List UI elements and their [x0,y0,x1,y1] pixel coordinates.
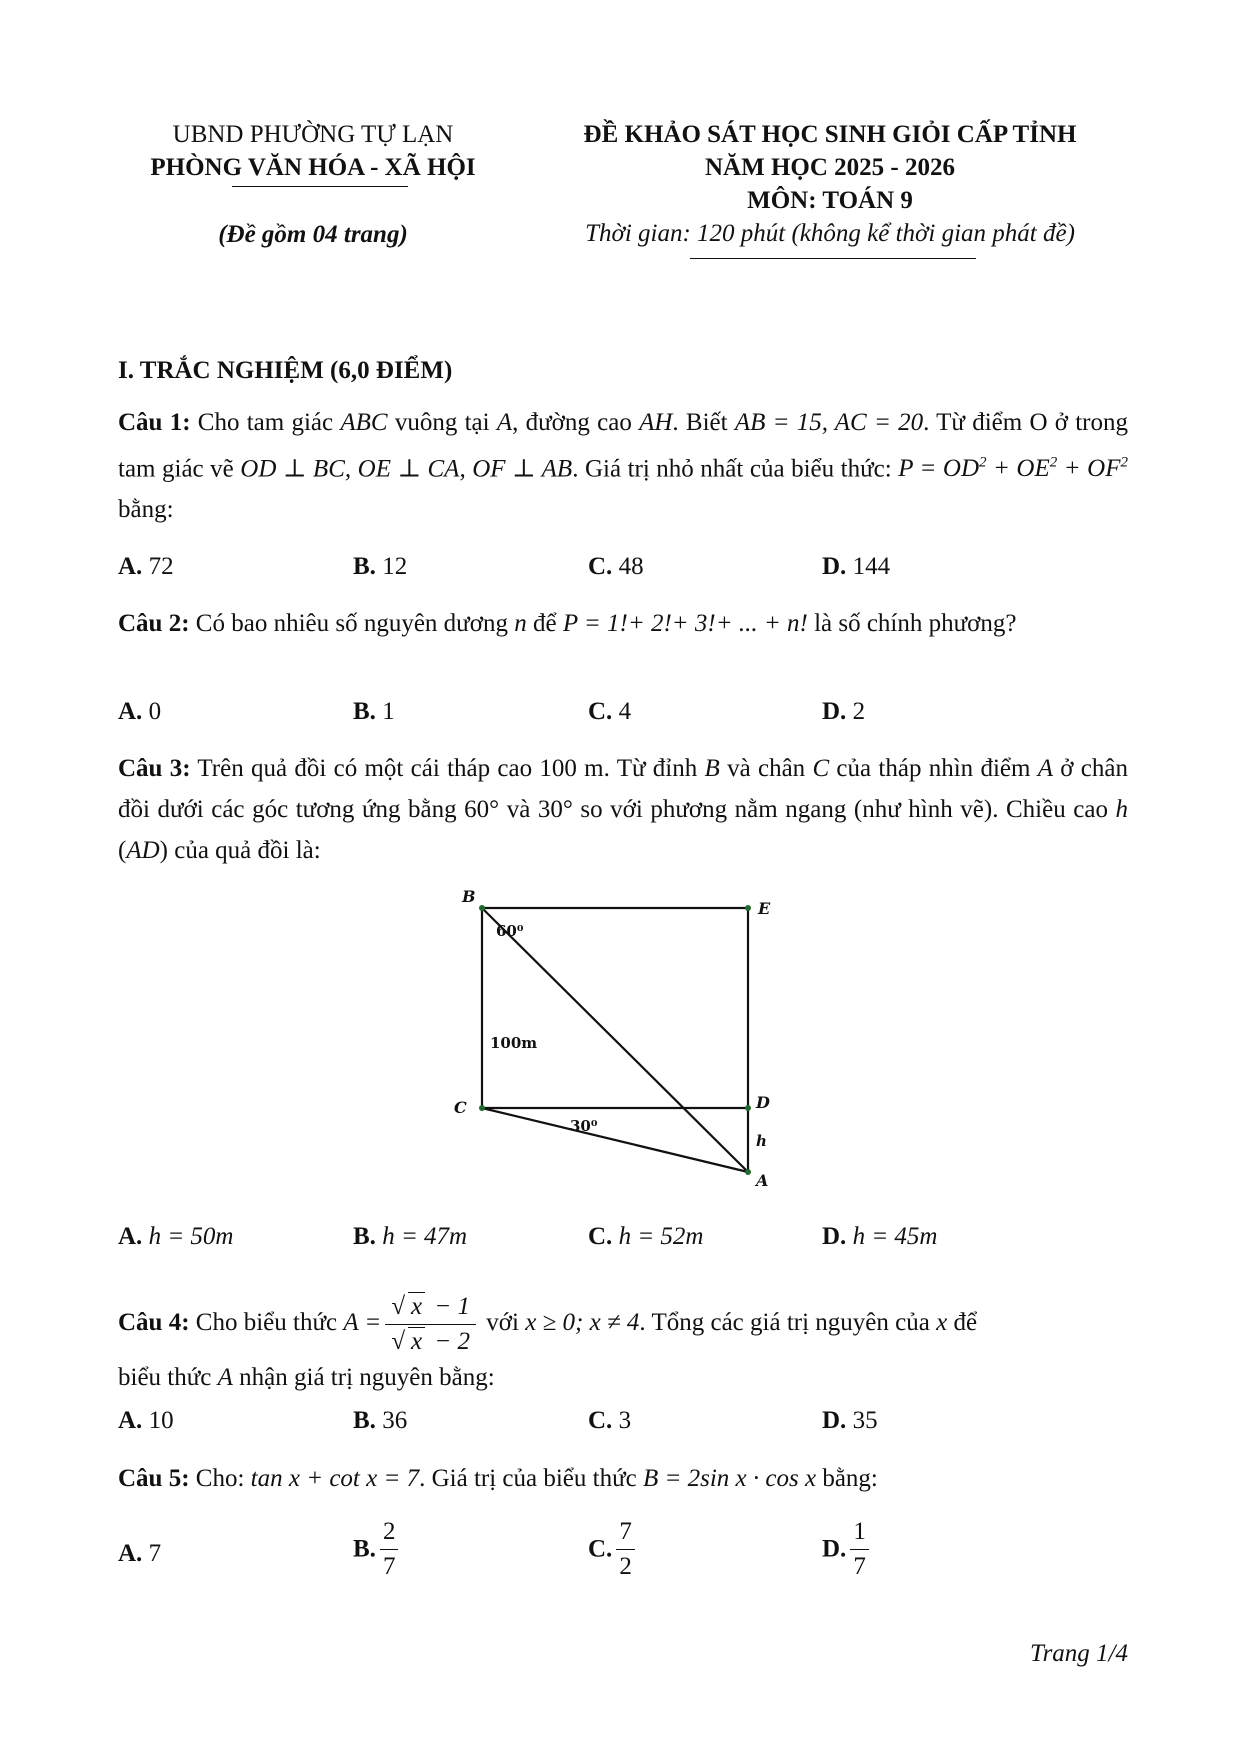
section-title: I. TRẮC NGHIỆM (6,0 ĐIỂM) [118,357,453,384]
point-a [745,1169,751,1175]
q4-option-d[interactable]: D. 35 [822,1407,878,1434]
q4-option-b[interactable]: B. 36 [353,1407,408,1434]
angle-60: 60⁰ [496,922,524,940]
fraction-a: $\frac{√ x - 1}{√ x - 2}$ [385,1290,476,1359]
question-label: Câu 2: [118,610,190,637]
angle-30: 30⁰ [570,1117,598,1135]
line-ca [482,1108,748,1172]
label-100m: 100m [490,1034,538,1052]
q1-option-a[interactable]: A. 72 [118,553,174,580]
q5-option-d[interactable]: D. $\frac{1}{7}$ [822,1515,873,1584]
question-label: Câu 4: [118,1309,190,1336]
q4-option-a[interactable]: A. 10 [118,1407,174,1434]
q3-option-a[interactable]: A. h = 50m [118,1223,234,1250]
tower-hill-figure [440,880,800,1200]
label-e: E [758,899,771,918]
time-note: Thời gian: 120 phút (không kể thời gian phát đề) [585,220,1075,247]
question-label: Câu 3: [118,755,191,782]
question-label: Câu 5: [118,1465,190,1492]
label-a: A [756,1171,769,1190]
q5-option-c[interactable]: C. $\frac{7}{2}$ [588,1515,639,1584]
label-b: B [462,887,476,906]
q4-option-c[interactable]: C. 3 [588,1407,632,1434]
q3-option-c[interactable]: C. h = 52m [588,1223,704,1250]
point-e [745,905,751,911]
q5-option-b[interactable]: B. $\frac{2}{7}$ [353,1515,402,1584]
q2-option-b[interactable]: B. 1 [353,698,395,725]
exam-title: ĐỀ KHẢO SÁT HỌC SINH GIỎI CẤP TỈNH [583,121,1077,148]
q1-option-d[interactable]: D. 144 [822,553,891,580]
agency-name: UBND PHƯỜNG TỰ LẠN [172,121,454,148]
q2-option-a[interactable]: A. 0 [118,698,162,725]
q1-option-c[interactable]: C. 48 [588,553,644,580]
expression-p: P = 1!+ 2!+ 3!+ ... + n! [562,610,808,637]
q3-option-d[interactable]: D. h = 45m [822,1223,938,1250]
expression-p: $P = OD^2 + OE^2 + OF^2$ [898,455,1128,483]
label-d: D [756,1093,770,1112]
point-b [479,905,485,911]
header-right [530,118,1130,250]
q5-option-a[interactable]: A. 7 [118,1540,162,1567]
question-label: Câu 1: [118,409,191,436]
q2-option-c[interactable]: C. 4 [588,698,632,725]
question-3: Câu 3: Trên quả đồi có một cái tháp cao 100 m. Từ đỉnh B và chân C của tháp nhìn điểm A ở chân đồi dưới các góc tương ứng bằng 60° và 30° so với phương nằm ngang (như hình vẽ). Chiều cao h (AD) của quả đồi là: [118,755,1128,864]
department-name: PHÒNG VĂN HÓA - XÃ HỘI [150,154,476,181]
point-c [479,1105,485,1111]
q1-option-b[interactable]: B. 12 [353,553,408,580]
question-5: Câu 5: Cho: tan x + cot x = 7. Giá trị của biểu thức B = 2sin x · cos x bằng: [118,1465,878,1492]
header-left-rule [232,186,408,187]
question-1: Câu 1: Cho tam giác ABC vuông tại A, đường cao AH. Biết AB = 15, AC = 20. Từ điểm O ở trong tam giác vẽ OD ⊥ BC, OE ⊥ CA, OF ⊥ AB. Giá trị nhỏ nhất của biểu thức: $P = OD^2 + OE^2 + OF^2$ bằng: [118,409,1129,524]
subject: MÔN: TOÁN 9 [747,187,913,214]
school-year: NĂM HỌC 2025 - 2026 [705,154,955,181]
label-h: h [756,1132,767,1150]
header-right-rule [690,258,976,259]
page-count-note: (Đề gồm 04 trang) [218,221,408,248]
q2-option-d[interactable]: D. 2 [822,698,866,725]
q3-option-b[interactable]: B. h = 47m [353,1223,468,1250]
question-4-line2: biểu thức A nhận giá trị nguyên bằng: [118,1364,495,1391]
page-number: Trang 1/4 [1030,1640,1128,1667]
point-d [745,1105,751,1111]
label-c: C [454,1098,467,1117]
header-left [118,118,508,184]
question-2: Câu 2: Có bao nhiêu số nguyên dương n để P = 1!+ 2!+ 3!+ ... + n! là số chính phương? [118,610,1017,637]
question-4: Câu 4: Cho biểu thức A = $\frac{√ x - 1}{√ x - 2}$ với x ≥ 0; x ≠ 4. Tổng các giá trị nguyên của x để [118,1283,1128,1363]
